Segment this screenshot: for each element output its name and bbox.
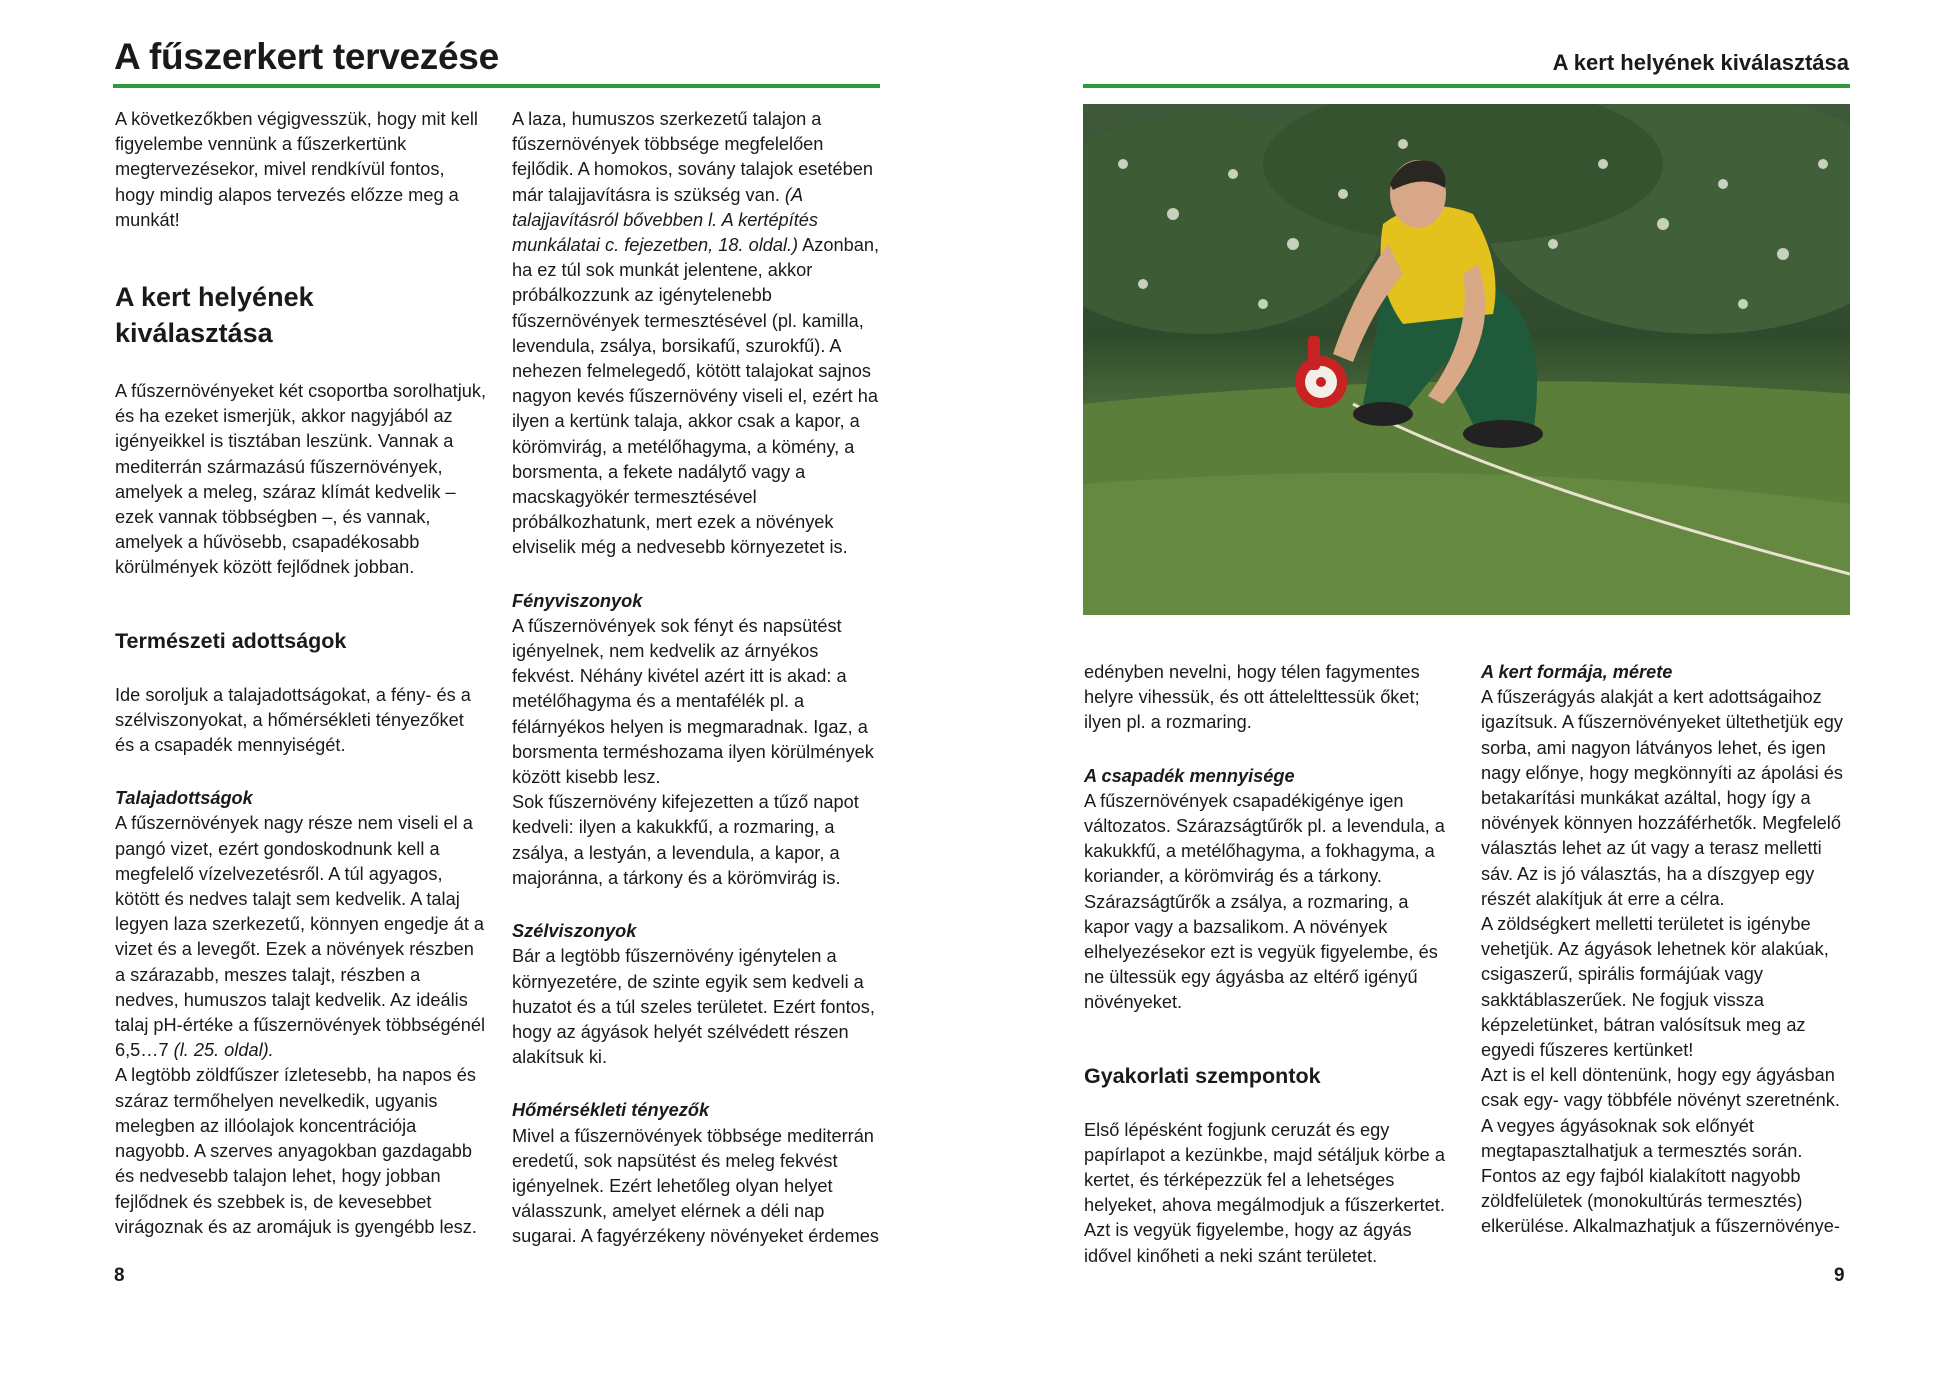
page-number-right: 9: [1834, 1265, 1845, 1286]
light-paragraph: A fűszernövények sok fényt és napsütést igényelnek, nem kedvelik az árnyékos fekvést. Néhány kivétel azért itt is akad: a metélőhagyma és a mentafélék pl. a félárnyékos helyen is megmaradnak. Igaz, a borsmenta terméshozama ilyen körülmények között kisebb lesz.: [512, 615, 874, 788]
practical-title: Gyakorlati szempontok: [1084, 1063, 1321, 1088]
rain-paragraph: A fűszernövények csapadékigénye igen változatos. Szárazságtűrők pl. a levendula, a kakukkfű, a metélőhagyma, a fokhagyma, a koriander, a körömvirág és a tárkony. Szárazságtűrők a zsálya, a rozmaring, a kapor vagy a bazsalikom. A növények elhelyezésekor ezt is vegyük figyelembe, és ne ültessük egy ágyásba az eltérő igényű növényeket.: [1084, 790, 1445, 1013]
soil-continued-text-b: Azonban, ha ez túl sok munkát jelentene, akkor próbálkozzunk az igénytelenebb fűszernövények termesztésével (pl. kamilla, levendula, zsálya, borsikafű, szurokfű). A nehezen felmelegedő, kötött talajokat sajnos nagyon kevés fűszernövény viseli el, ezért ha ilyen a kertünk talaja, akkor csak a kapor, a körömvirág, a metélőhagyma, a kömény, a borsmenta, a fekete nadálytő vagy a macskagyökér termesztésével próbálkozhatunk, mert ezek a növények elviselik még a nedvesebb környezetet is.: [512, 235, 880, 558]
page-number-left: 8: [114, 1265, 125, 1286]
header-rule-left: [113, 84, 880, 88]
right-column-1: [1084, 660, 1456, 1269]
section-title-line-2: kiválasztása: [115, 318, 273, 349]
shape-paragraph: A fűszerágyás alakját a kert adottságaihoz igazítsuk. A fűszernövényeket ültethetjük egy sorba, ami nagyon látványos lehet, és igen nagy előnye, hogy megkönnyíti az ápolási és betakarítási munkákat azáltal, hogy így a növények könnyen hozzáférhetők. Megfelelő választás lehet az út vagy a terasz melletti sáv. Az is jó választás, ha a díszgyep egy részét alakítjuk át erre a célra.: [1481, 687, 1843, 909]
soil-continued-text-a: A laza, humuszos szerkezetű talajon a fűszernövények többsége megfelelően fejlődik. A homokos, sovány talajok esetében már talajjavításra is szükség van.: [512, 109, 873, 205]
shape-heading: A kert formája, mérete: [1481, 662, 1673, 682]
temperature-paragraph: Mivel a fűszernövények többsége mediterrán eredetű, sok napsütést és meleg fekvést igényelnek. Ezért lehetőleg olyan helyet válasszunk, amelyet elérnek a déli nap sugarai. A fagyérzékeny növényeket érdemes: [512, 1125, 879, 1247]
page-title: A fűszerkert tervezése: [114, 36, 499, 77]
practical-paragraph: Első lépésként fogjunk ceruzát és egy papírlapot a kezünkbe, majd sétáljuk körbe a kertet, és térképezzük fel a lehetséges helyeket, ahova megálmodjuk a fűszerkertet. Azt is vegyük figyelembe, hogy az ágyás idővel kinőheti a neki szánt területet.: [1084, 1119, 1445, 1266]
light-paragraph-2: Sok fűszernövény kifejezetten a tűző napot kedveli: ilyen a kakukkfű, a rozmaring, a zsálya, a lestyán, a levendula, a kapor, a majoránna, a tárkony és a körömvirág is.: [512, 792, 859, 888]
right-column-2: [1481, 660, 1853, 1240]
subsection-paragraph: Ide soroljuk a talajadottságokat, a fény- és a szélviszonyokat, a hőmérsékleti tényezőket és a csapadék mennyiségét.: [115, 684, 471, 756]
left-column-1: [115, 107, 487, 1240]
temperature-heading: Hőmérsékleti tényezők: [512, 1100, 710, 1121]
wind-heading: Szélviszonyok: [512, 921, 637, 942]
soil-text-a: A fűszernövények nagy része nem viseli el a pangó vizet, ezért gondoskodnunk kell a megfelelő vízelvezetésről. A túl agyagos, kötött és nedves talajt sem kedvelik. A talaj legyen laza szerkezetű, könnyen engedje át a vizet és a levegőt. Ezek a növények részben a szárazabb, meszes talajt, részben a nedves, humuszos talajt kedvelik. Az ideális talaj pH-értéke a fűszernövények többségénél 6,5…7: [115, 813, 486, 1061]
soil-paragraph-2: A legtöbb zöldfűszer ízletesebb, ha napos és száraz termőhelyen nevelkedik, ugyanis melegben az illóolajok koncentrációja nagyobb. A szerves anyagokban gazdagabb és nedvesebb talajon lehet, hogy jobban fejlődnek és szebbek is, de kevesebbet virágoznak és az aromájuk is gyengébb lesz.: [115, 1065, 477, 1237]
section-title: [115, 279, 487, 351]
rain-heading: A csapadék mennyisége: [1084, 765, 1295, 786]
soil-continued-paragraph: [512, 107, 884, 561]
wind-paragraph: Bár a legtöbb fűszernövény igénytelen a környezetére, de szinte egyik sem kedveli a huzatot és a túl szeles területet. Ezért fontos, hogy az ágyások helyét szélvédett részen alakítsuk ki.: [512, 946, 875, 1068]
soil-page-reference: (l. 25. oldal).: [173, 1040, 274, 1061]
shape-paragraph-3: Azt is el kell döntenünk, hogy egy ágyásban csak egy- vagy többféle növényt szeretnénk. A vegyes ágyásoknak sok előnyét megtapasztalhatjuk a termesztés során. Fontos az egy fajból kialakított nagyobb zöldfelületek (monokultúrás termesztés) elkerülése. Alkalmazhatjuk a fűszernövénye-: [1481, 1065, 1840, 1237]
shape-paragraph-2: A zöldségkert melletti területet is igénybe vehetjük. Az ágyások lehetnek kör alakúak, csigaszerű, spirális formájúak vagy sakktáblaszerűek. Ne fogjuk vissza képzeletünket, bátran valósítsuk meg az egyedi fűszeres kertünket!: [1481, 914, 1829, 1061]
man-measuring-tape-photo: [1083, 104, 1850, 615]
soil-heading: Talajadottságok: [115, 788, 253, 809]
subsection-title: Természeti adottságok: [115, 628, 347, 653]
section-paragraph: A fűszernövényeket két csoportba sorolhatjuk, és ha ezeket ismerjük, akkor nagyjából az igényeikkel is tisztában leszünk. Vannak a mediterrán származású fűszernövények, amelyek a meleg, száraz klímát kedvelik – ezek vannak többségben –, és vannak, amelyek a hűvösebb, csapadékosabb körülmények között fejlődnek jobban.: [115, 381, 487, 578]
section-title-line-1: A kert helyének: [115, 282, 314, 313]
running-head: A kert helyének kiválasztása: [1552, 50, 1849, 75]
intro-paragraph: A következőkben végigvesszük, hogy mit kell figyelembe vennünk a fűszerkertünk megtervezésekor, mivel rendkívül fontos, hogy mindig alapos tervezés előzze meg a munkát!: [115, 109, 478, 230]
header-rule-right: [1083, 84, 1850, 88]
light-heading: Fényviszonyok: [512, 590, 643, 611]
soil-improvement-reference: (A talajjavításról bővebben l. A kertépítés munkálatai c. fejezetben, 18. oldal.): [512, 184, 818, 256]
soil-paragraph: [115, 811, 487, 1063]
left-column-2: [512, 107, 884, 1250]
temperature-continued-paragraph: edényben nevelni, hogy télen fagymentes helyre vihessük, és ott áttelelttessük őket; ilyen pl. a rozmaring.: [1084, 662, 1420, 733]
